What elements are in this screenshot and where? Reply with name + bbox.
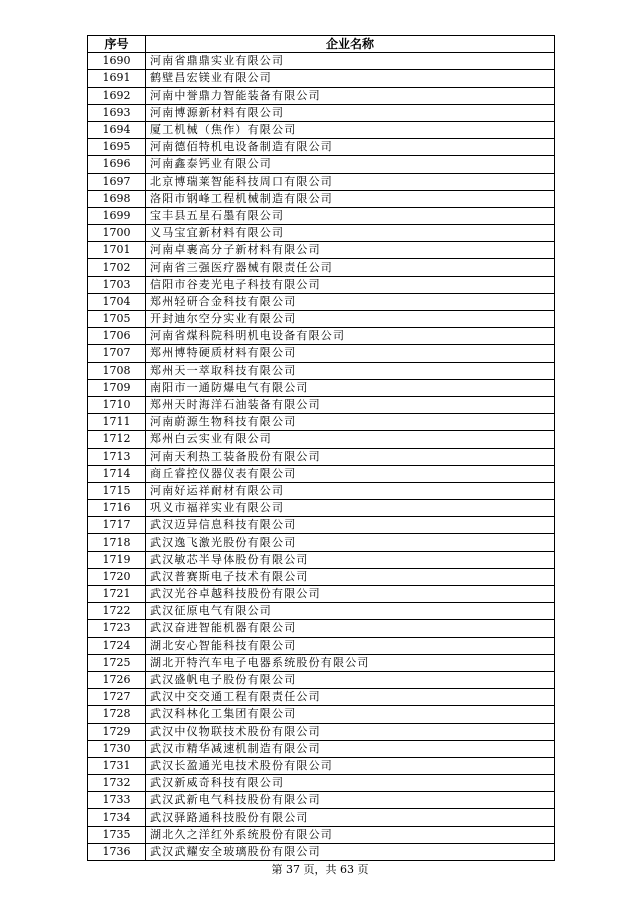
header-company-name: 企业名称 — [146, 36, 555, 53]
table-row — [88, 53, 555, 70]
table-row — [88, 671, 555, 688]
table-row — [88, 792, 555, 809]
serial-number-cell: 1722 — [88, 603, 146, 620]
serial-number-cell: 1735 — [88, 826, 146, 843]
table-row — [88, 551, 555, 568]
serial-number-cell: 1696 — [88, 156, 146, 173]
company-name-cell: 武汉奋进智能机器有限公司 — [146, 620, 555, 637]
table-row — [88, 465, 555, 482]
serial-number-cell: 1690 — [88, 53, 146, 70]
serial-number-cell: 1713 — [88, 448, 146, 465]
serial-number-cell: 1714 — [88, 465, 146, 482]
company-name-cell: 湖北开特汽车电子电器系统股份有限公司 — [146, 654, 555, 671]
company-name-cell: 郑州天时海洋石油装备有限公司 — [146, 396, 555, 413]
serial-number-cell: 1733 — [88, 792, 146, 809]
company-name-cell: 南阳市一通防爆电气有限公司 — [146, 379, 555, 396]
company-name-cell: 郑州博特硬质材料有限公司 — [146, 345, 555, 362]
serial-number-cell: 1697 — [88, 173, 146, 190]
company-name-cell: 武汉中交交通工程有限责任公司 — [146, 689, 555, 706]
serial-number-cell: 1723 — [88, 620, 146, 637]
table-row — [88, 293, 555, 310]
table-row — [88, 328, 555, 345]
company-name-cell: 商丘睿控仪器仪表有限公司 — [146, 465, 555, 482]
table-row — [88, 87, 555, 104]
table-row — [88, 706, 555, 723]
table-row — [88, 654, 555, 671]
serial-number-cell: 1708 — [88, 362, 146, 379]
company-name-cell: 武汉征原电气有限公司 — [146, 603, 555, 620]
table-row — [88, 396, 555, 413]
serial-number-cell: 1710 — [88, 396, 146, 413]
serial-number-cell: 1707 — [88, 345, 146, 362]
company-name-cell: 河南德佰特机电设备制造有限公司 — [146, 139, 555, 156]
table-row — [88, 740, 555, 757]
serial-number-cell: 1706 — [88, 328, 146, 345]
serial-number-cell: 1715 — [88, 482, 146, 499]
serial-number-cell: 1695 — [88, 139, 146, 156]
serial-number-cell: 1719 — [88, 551, 146, 568]
table-row — [88, 225, 555, 242]
table-row — [88, 775, 555, 792]
table-row — [88, 276, 555, 293]
company-name-cell: 武汉市精华减速机制造有限公司 — [146, 740, 555, 757]
table-row — [88, 70, 555, 87]
company-name-cell: 北京博瑞莱智能科技周口有限公司 — [146, 173, 555, 190]
company-name-cell: 河南卓裹高分子新材料有限公司 — [146, 242, 555, 259]
company-name-cell: 河南蔚源生物科技有限公司 — [146, 414, 555, 431]
company-name-cell: 武汉科林化工集团有限公司 — [146, 706, 555, 723]
table-row — [88, 517, 555, 534]
serial-number-cell: 1699 — [88, 207, 146, 224]
page-footer: 第 37 页，共 63 页 — [271, 863, 369, 876]
serial-number-cell: 1702 — [88, 259, 146, 276]
company-list-table — [87, 35, 555, 861]
serial-number-cell: 1736 — [88, 843, 146, 860]
serial-number-cell: 1717 — [88, 517, 146, 534]
company-name-cell: 河南中誉鼎力智能装备有限公司 — [146, 87, 555, 104]
table-row — [88, 207, 555, 224]
company-name-cell: 武汉逸飞激光股份有限公司 — [146, 534, 555, 551]
serial-number-cell: 1726 — [88, 671, 146, 688]
table-row — [88, 826, 555, 843]
company-name-cell: 武汉长盈通光电技术股份有限公司 — [146, 757, 555, 774]
company-name-cell: 武汉武新电气科技股份有限公司 — [146, 792, 555, 809]
table-row — [88, 414, 555, 431]
company-name-cell: 河南省三强医疗器械有限责任公司 — [146, 259, 555, 276]
table-row — [88, 259, 555, 276]
company-name-cell: 河南好运祥耐材有限公司 — [146, 482, 555, 499]
company-name-cell: 武汉普赛斯电子技术有限公司 — [146, 568, 555, 585]
table-body — [88, 53, 555, 861]
serial-number-cell: 1692 — [88, 87, 146, 104]
serial-number-cell: 1701 — [88, 242, 146, 259]
company-name-cell: 武汉驿路通科技股份有限公司 — [146, 809, 555, 826]
table-row — [88, 757, 555, 774]
company-name-cell: 河南天利热工装备股份有限公司 — [146, 448, 555, 465]
table-row — [88, 345, 555, 362]
company-name-cell: 湖北安心智能科技有限公司 — [146, 637, 555, 654]
company-name-cell: 武汉中仪物联技术股份有限公司 — [146, 723, 555, 740]
company-name-cell: 义马宝宜新材料有限公司 — [146, 225, 555, 242]
serial-number-cell: 1730 — [88, 740, 146, 757]
table-row — [88, 723, 555, 740]
table-row — [88, 843, 555, 860]
table-row — [88, 448, 555, 465]
table-row — [88, 104, 555, 121]
company-name-cell: 巩义市福祥实业有限公司 — [146, 500, 555, 517]
table-row — [88, 156, 555, 173]
company-name-cell: 鹤壁昌宏镁业有限公司 — [146, 70, 555, 87]
serial-number-cell: 1711 — [88, 414, 146, 431]
serial-number-cell: 1698 — [88, 190, 146, 207]
company-name-cell: 湖北久之洋红外系统股份有限公司 — [146, 826, 555, 843]
table-row — [88, 637, 555, 654]
company-name-cell: 宝丰县五星石墨有限公司 — [146, 207, 555, 224]
company-name-cell: 武汉盛帆电子股份有限公司 — [146, 671, 555, 688]
table-row — [88, 809, 555, 826]
table-row — [88, 568, 555, 585]
serial-number-cell: 1709 — [88, 379, 146, 396]
company-name-cell: 洛阳市钢峰工程机械制造有限公司 — [146, 190, 555, 207]
company-name-cell: 河南鑫泰钙业有限公司 — [146, 156, 555, 173]
table-row — [88, 311, 555, 328]
serial-number-cell: 1691 — [88, 70, 146, 87]
table-row — [88, 431, 555, 448]
table-row — [88, 603, 555, 620]
serial-number-cell: 1716 — [88, 500, 146, 517]
serial-number-cell: 1693 — [88, 104, 146, 121]
table-row — [88, 379, 555, 396]
table-row — [88, 586, 555, 603]
company-name-cell: 郑州白云实业有限公司 — [146, 431, 555, 448]
company-name-cell: 河南省鼎鼎实业有限公司 — [146, 53, 555, 70]
table-row — [88, 482, 555, 499]
company-name-cell: 武汉光谷卓越科技股份有限公司 — [146, 586, 555, 603]
company-name-cell: 郑州天一萃取科技有限公司 — [146, 362, 555, 379]
table-header-row — [88, 36, 555, 53]
table-row — [88, 121, 555, 138]
serial-number-cell: 1731 — [88, 757, 146, 774]
company-name-cell: 郑州轻研合金科技有限公司 — [146, 293, 555, 310]
company-name-cell: 武汉敏芯半导体股份有限公司 — [146, 551, 555, 568]
serial-number-cell: 1721 — [88, 586, 146, 603]
table-row — [88, 362, 555, 379]
company-name-cell: 厦工机械（焦作）有限公司 — [146, 121, 555, 138]
serial-number-cell: 1700 — [88, 225, 146, 242]
serial-number-cell: 1705 — [88, 311, 146, 328]
serial-number-cell: 1704 — [88, 293, 146, 310]
company-name-cell: 武汉迈异信息科技有限公司 — [146, 517, 555, 534]
company-name-cell: 河南博源新材料有限公司 — [146, 104, 555, 121]
table-row — [88, 190, 555, 207]
table-row — [88, 173, 555, 190]
company-name-cell: 信阳市谷麦光电子科技有限公司 — [146, 276, 555, 293]
table-row — [88, 620, 555, 637]
table-row — [88, 534, 555, 551]
company-name-cell: 河南省煤科院科明机电设备有限公司 — [146, 328, 555, 345]
serial-number-cell: 1734 — [88, 809, 146, 826]
serial-number-cell: 1728 — [88, 706, 146, 723]
serial-number-cell: 1718 — [88, 534, 146, 551]
serial-number-cell: 1724 — [88, 637, 146, 654]
serial-number-cell: 1729 — [88, 723, 146, 740]
table-row — [88, 242, 555, 259]
serial-number-cell: 1725 — [88, 654, 146, 671]
company-name-cell: 武汉武耀安全玻璃股份有限公司 — [146, 843, 555, 860]
serial-number-cell: 1727 — [88, 689, 146, 706]
company-name-cell: 武汉新威奇科技有限公司 — [146, 775, 555, 792]
company-name-cell: 开封迪尔空分实业有限公司 — [146, 311, 555, 328]
serial-number-cell: 1694 — [88, 121, 146, 138]
header-serial-number: 序号 — [88, 36, 146, 53]
serial-number-cell: 1732 — [88, 775, 146, 792]
serial-number-cell: 1720 — [88, 568, 146, 585]
serial-number-cell: 1712 — [88, 431, 146, 448]
table-row — [88, 500, 555, 517]
table-row — [88, 689, 555, 706]
table-row — [88, 139, 555, 156]
serial-number-cell: 1703 — [88, 276, 146, 293]
